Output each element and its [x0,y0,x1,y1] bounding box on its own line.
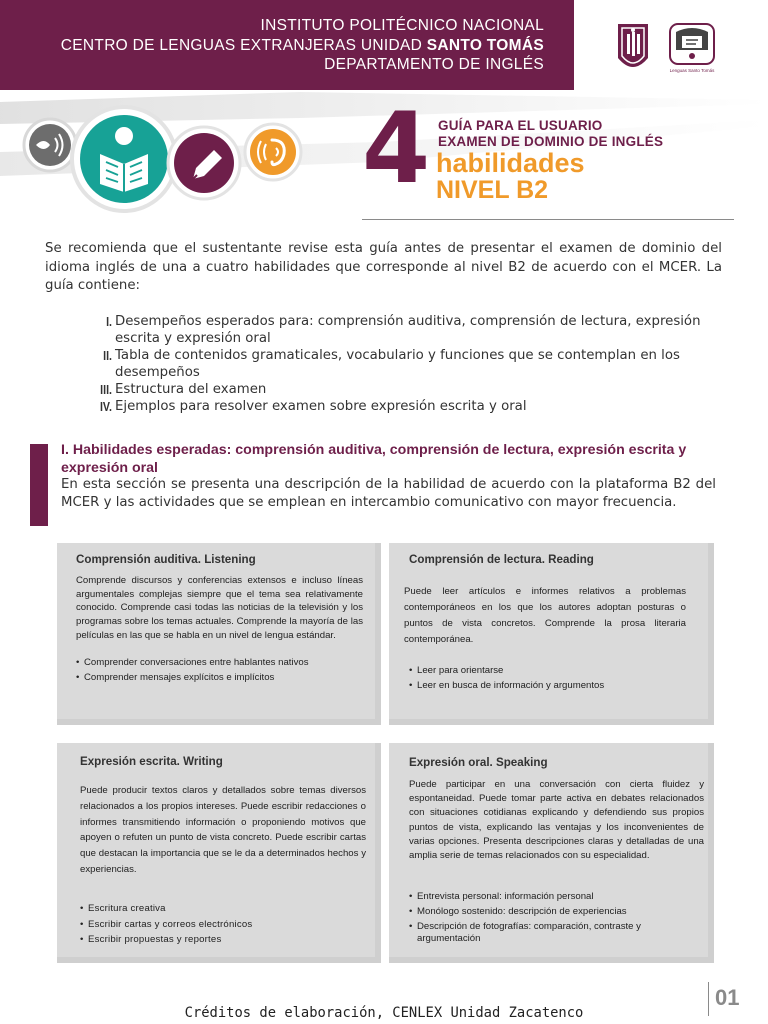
center-name [61,36,544,56]
speaking-description: Puede participar en una conversación con cierta fluidez y espontaneidad. Puede tomar parte activa en debates relacionados con situaciones cotidianas explicando y defendiendo sus propios puntos de vista, explicando las ventajas y los inconvenientes de varias opciones. Presenta descripciones claras y detalladas de una amplia serie de temas relacionados con su especialidad. [409,779,704,862]
list-item: • Escritura creativa [80,901,370,917]
list-item: • Descripción de fotografías: comparación, contraste y argumentación [409,921,699,945]
list-item: • Escribir cartas y correos electrónicos [80,917,370,933]
title-divider [362,219,734,220]
guide-skills-word: habilidades [436,148,585,178]
contents-list [86,313,726,415]
guide-title-block [362,92,742,218]
contents-numeral: I. [106,315,112,329]
institution-name: INSTITUTO POLITÉCNICO NACIONAL [260,17,544,34]
list-item: • Entrevista personal: información personal [409,891,699,903]
guide-title-line2: EXAMEN DE DOMINIO DE INGLÉS [438,134,664,149]
reading-title: Comprensión de lectura. Reading [409,553,594,566]
list-item: • Leer en busca de información y argumentos [409,679,699,694]
speaking-title: Expresión oral. Speaking [409,756,548,769]
ear-icon [245,124,301,180]
speaking-box [389,743,714,963]
guide-title-line1: GUÍA PARA EL USUARIO [438,118,603,133]
contents-item [86,381,726,398]
contents-numeral: IV. [99,400,112,414]
section-title: I. Habilidades esperadas: comprensión auditiva, comprensión de lectura, expresión escrita y expresión oral [61,442,687,476]
contents-numeral: III. [100,383,112,397]
writing-description: Puede producir textos claros y detallados sobre temas diversos relacionados a los propios intereses. Puede escribir redacciones o informes transmitiendo información o proponiendo motivos que apoyen o refuten un punto de vista concreto. Puede escribir cartas que destacan la importancia que se le da a determinados hechos y experiencias. [80,785,366,875]
writing-activities [80,901,370,948]
reading-activities [409,664,699,693]
contents-text: Desempeños esperados para: comprensión auditiva, comprensión de lectura, expresión escrita y expresión oral [115,314,701,346]
department-name: DEPARTAMENTO DE INGLÉS [324,56,544,73]
contents-item [86,347,726,381]
list-item: • Comprender conversaciones entre hablantes nativos [76,656,371,671]
contents-item [86,398,726,415]
center-name-prefix: CENTRO DE LENGUAS EXTRANJERAS UNIDAD [60,36,427,54]
list-item: • Escribir propuestas y reportes [80,932,370,948]
credits-footer: Créditos de elaboración, CENLEX Unidad Zacatenco [184,1005,584,1021]
writing-box [57,743,381,963]
skills-count-number: 4 [362,92,431,206]
listening-title: Comprensión auditiva. Listening [76,553,256,566]
pencil-icon [168,127,240,199]
reading-person-icon [72,107,176,211]
writing-title: Expresión escrita. Writing [80,755,223,768]
cenlex-logo [670,24,715,73]
center-unit: SANTO TOMÁS [426,36,544,54]
contents-text: Estructura del examen [115,382,267,397]
contents-item [86,313,726,347]
header-band [0,0,574,90]
contents-text: Tabla de contenidos gramaticales, vocabulario y funciones que se contemplan en los desempeños [115,348,680,380]
section-description: En esta sección se presenta una descripción de la habilidad de acuerdo con la plataforma B2 del MCER y las actividades que se emplean en intercambio comunicativo con mayor frecuencia. [61,477,716,511]
contents-text: Ejemplos para resolver examen sobre expresión escrita y oral [115,399,527,414]
section-accent-bar [30,444,48,526]
list-item: • Comprender mensajes explícitos e implícitos [76,671,371,686]
guide-level: NIVEL B2 [436,176,549,204]
mouth-sound-icon [24,119,76,171]
reading-box [389,543,714,725]
intro-paragraph: Se recomienda que el sustentante revise esta guía antes de presentar el examen de dominio del idioma inglés de una a cuatro habilidades que corresponde al nivel B2 de acuerdo con el MCER. La guía contiene: [45,241,722,293]
institution-logos [612,20,722,76]
institution-header [61,16,544,75]
reading-description: Puede leer artículos e informes relativos a problemas contemporáneos en los que los autores adoptan posturas o puntos de vista concretos. Comprende la prosa literaria contemporánea. [404,586,686,645]
listening-box [57,543,381,725]
list-item: • Monólogo sostenido: descripción de experiencias [409,906,699,918]
speaking-activities [409,891,699,948]
list-item: • Leer para orientarse [409,664,699,679]
contents-numeral: II. [103,349,112,363]
listening-activities [76,656,371,685]
ipn-logo [618,24,648,67]
page-number: 01 [715,985,740,1010]
cenlex-logo-caption: Lenguas Santo Tomás [669,68,715,73]
page-number-divider [708,982,709,1016]
listening-description: Comprende discursos y conferencias extensos e incluso líneas argumentales complejas siempre que el tema sea relativamente conocido. Comprende casi todas las noticias de la televisión y los programas sobre los temas actuales. Comprende la mayoría de las películas en las que se habla en un nivel de lengua estándar. [76,575,363,641]
